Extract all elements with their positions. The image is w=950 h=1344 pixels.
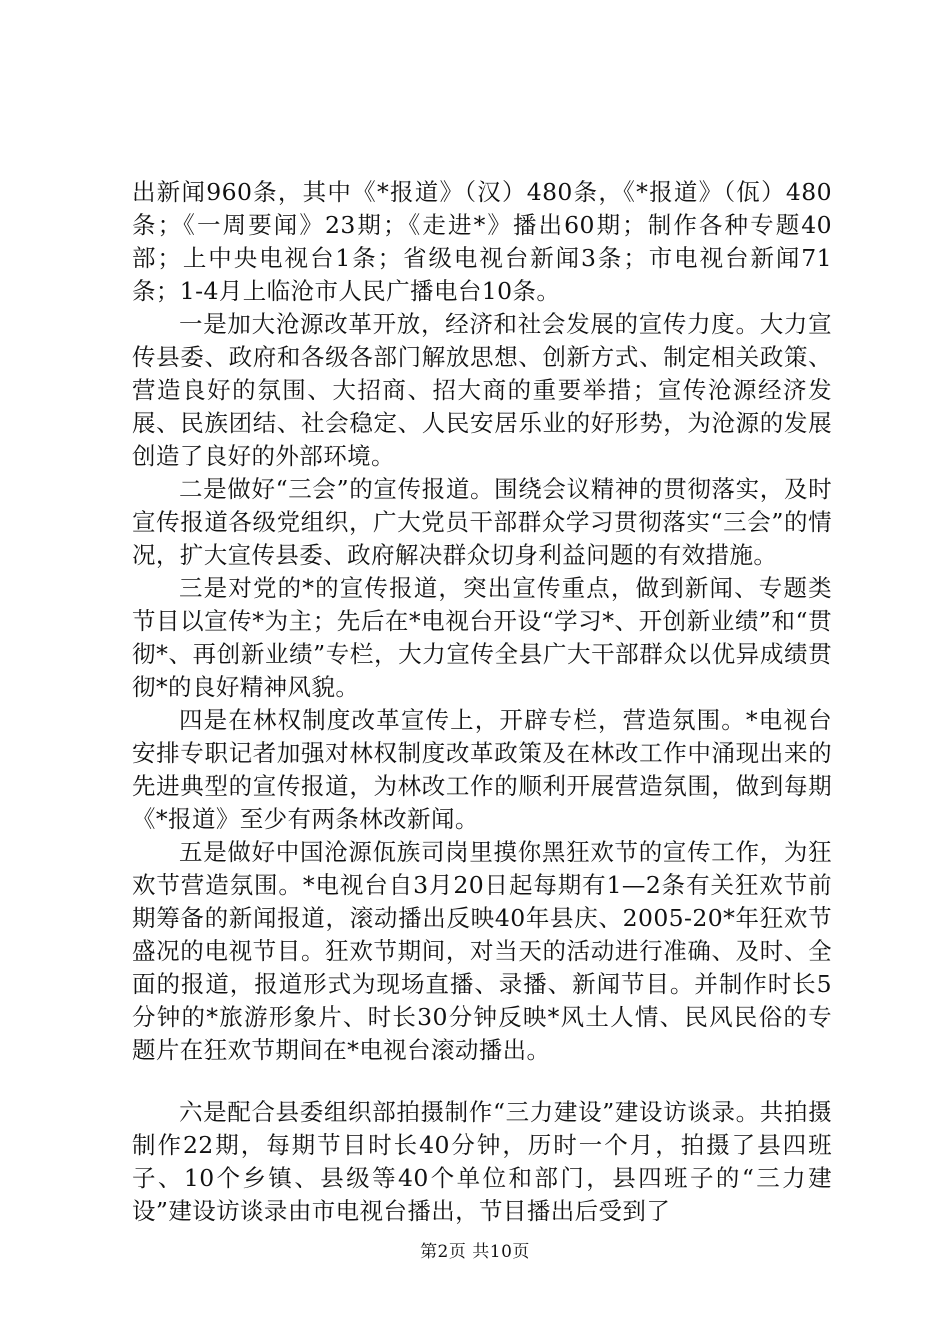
paragraph-point-three: 三是对党的*的宣传报道，突出宣传重点，做到新闻、专题类节目以宣传*为主；先后在*电视台开设“学习*、开创新业绩”和“贯彻*、再创新业绩”专栏，大力宣传全县广大干部群众以优异成绩贯彻*的良好精神风貌。 [132, 574, 832, 701]
paragraph-point-one: 一是加大沧源改革开放，经济和社会发展的宣传力度。大力宣传县委、政府和各级各部门解放思想、创新方式、制定相关政策、营造良好的氛围、大招商、招大商的重要举措；宣传沧源经济发展、民族团结、社会稳定、人民安居乐业的好形势，为沧源的发展创造了良好的外部环境。 [132, 310, 832, 470]
paragraph-point-five: 五是做好中国沧源佤族司岗里摸你黑狂欢节的宣传工作，为狂欢节营造氛围。*电视台自3月20日起每期有1—2条有关狂欢节前期筹备的新闻报道，滚动播出反映40年县庆、2005-20*年狂欢节盛况的电视节目。狂欢节期间，对当天的活动进行准确、及时、全面的报道，报道形式为现场直播、录播、新闻节目。并制作时长5分钟的*旅游形象片、时长30分钟反映*风土人情、民风民俗的专题片在狂欢节期间在*电视台滚动播出。 [132, 838, 832, 1064]
paragraph-point-four: 四是在林权制度改革宣传上，开辟专栏，营造氛围。*电视台安排专职记者加强对林权制度改革政策及在林改工作中涌现出来的先进典型的宣传报道，为林改工作的顺利开展营造氛围，做到每期《*报道》至少有两条林改新闻。 [132, 706, 832, 833]
document-body [132, 176, 832, 1228]
page-number-footer: 第2页 共10页 [420, 1242, 530, 1262]
paragraph-point-two: 二是做好“三会”的宣传报道。围绕会议精神的贯彻落实，及时宣传报道各级党组织，广大党员干部群众学习贯彻落实“三会”的情况，扩大宣传县委、政府解决群众切身利益问题的有效措施。 [132, 475, 832, 569]
paragraph-point-six: 六是配合县委组织部拍摄制作“三力建设”建设访谈录。共拍摄制作22期，每期节目时长40分钟，历时一个月，拍摄了县四班子、10个乡镇、县级等40个单位和部门，县四班子的“三力建设”建设访谈录由市电视台播出，节目播出后受到了 [132, 1098, 832, 1225]
paragraph-summary: 出新闻960条，其中《*报道》（汉）480条，《*报道》（佤）480条；《一周要闻》23期；《走进*》播出60期；制作各种专题40部；上中央电视台1条；省级电视台新闻3条；市电视台新闻71条；1-4月上临沧市人民广播电台10条。 [132, 178, 832, 305]
